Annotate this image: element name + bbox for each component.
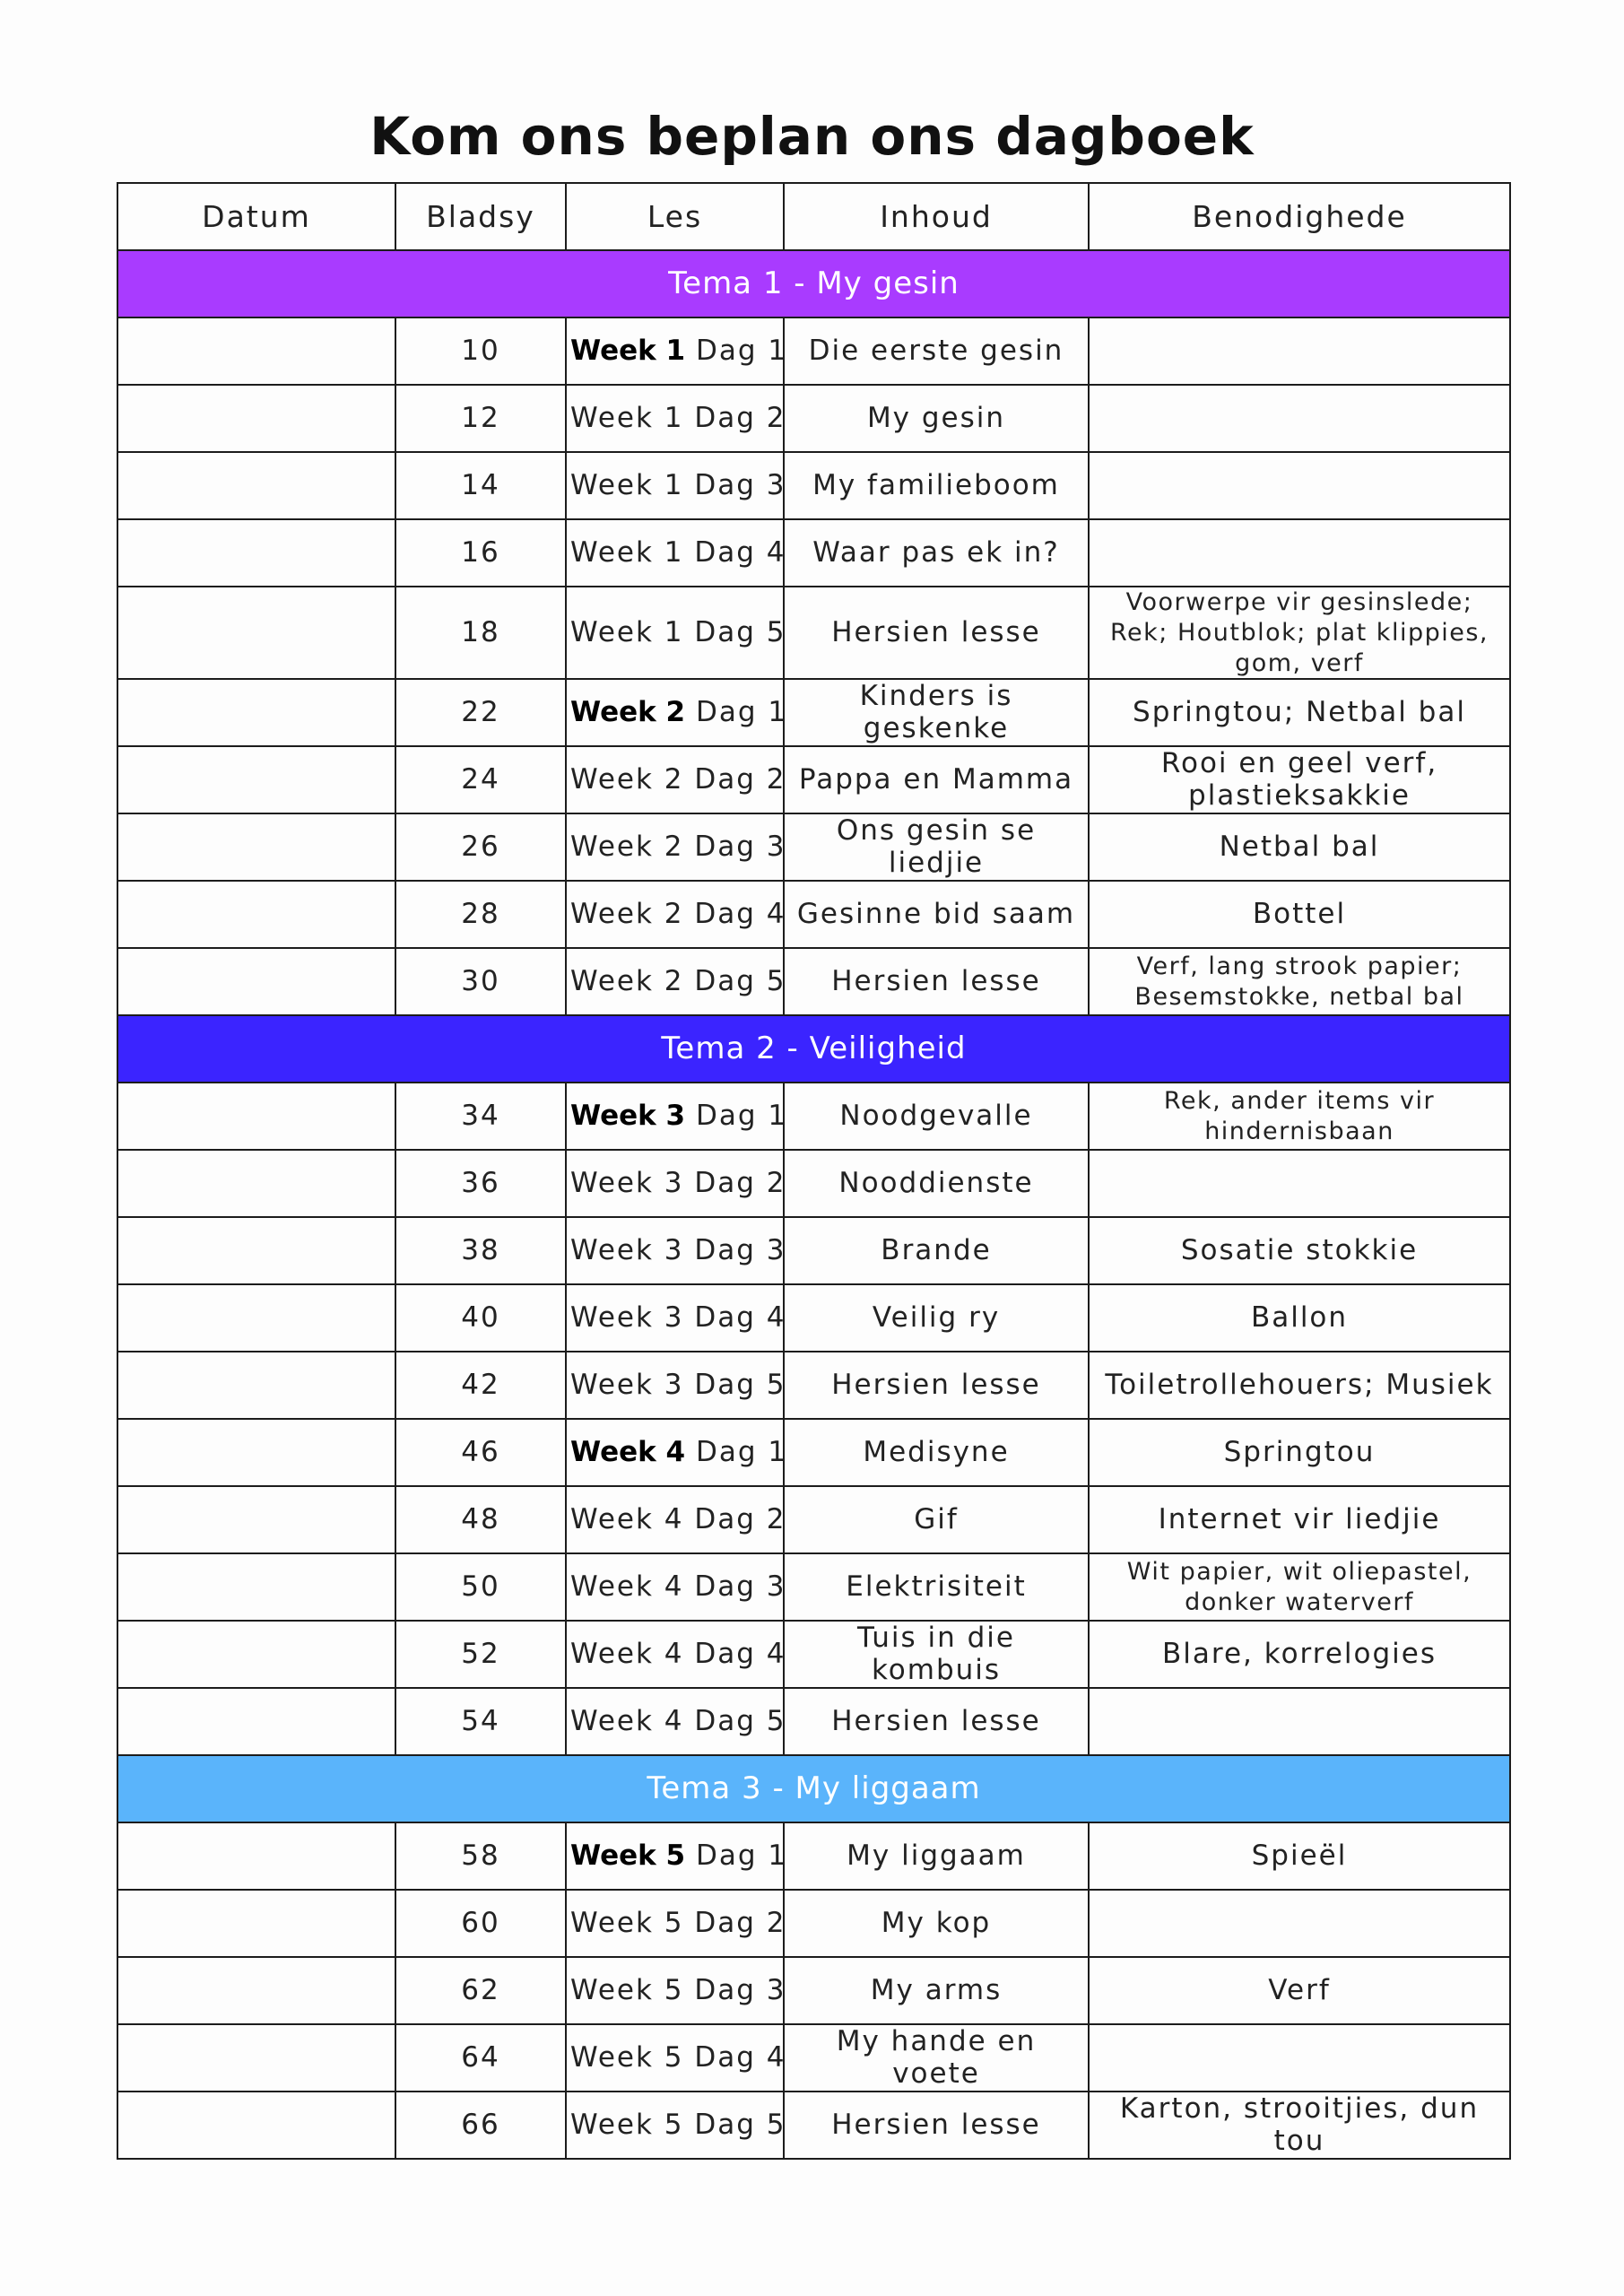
inhoud-cell: My arms (784, 1957, 1089, 2024)
datum-cell[interactable] (117, 385, 395, 452)
benodighede-cell: Rooi en geel verf, plastieksakkie (1089, 746, 1510, 813)
inhoud-cell: Veilig ry (784, 1284, 1089, 1352)
benodighede-cell: Voorwerpe vir gesinslede; Rek; Houtblok; plat klippies, gom, verf (1089, 587, 1510, 679)
day-label: Dag 5 (694, 964, 786, 997)
benodighede-cell: Sosatie stokkie (1089, 1217, 1510, 1284)
benodighede-cell: Ballon (1089, 1284, 1510, 1352)
inhoud-cell: My gesin (784, 385, 1089, 452)
day-label: Dag 5 (694, 2108, 786, 2141)
les-cell (566, 1150, 784, 1217)
table-row (117, 1553, 1510, 1621)
les-cell (566, 1553, 784, 1621)
datum-cell[interactable] (117, 2092, 395, 2159)
bladsy-cell: 58 (395, 1822, 566, 1890)
benodighede-cell (1089, 1890, 1510, 1957)
benodighede-cell: Internet vir liedjie (1089, 1486, 1510, 1553)
day-label: Dag 2 (694, 1906, 786, 1939)
table-row (117, 1083, 1510, 1150)
benodighede-cell: Bottel (1089, 881, 1510, 948)
table-row (117, 881, 1510, 948)
les-cell (566, 746, 784, 813)
bladsy-cell: 34 (395, 1083, 566, 1150)
datum-cell[interactable] (117, 881, 395, 948)
table-row (117, 1957, 1510, 2024)
datum-cell[interactable] (117, 1822, 395, 1890)
bladsy-cell: 52 (395, 1621, 566, 1688)
bladsy-cell: 64 (395, 2024, 566, 2092)
table-row (117, 587, 1510, 679)
benodighede-cell (1089, 1150, 1510, 1217)
table-row (117, 813, 1510, 881)
day-label: Dag 4 (694, 897, 786, 930)
inhoud-cell: My kop (784, 1890, 1089, 1957)
week-label: Week 5 (570, 1973, 684, 2006)
bladsy-cell: 12 (395, 385, 566, 452)
les-cell (566, 1822, 788, 1890)
benodighede-cell (1089, 519, 1510, 587)
les-cell (566, 1688, 784, 1755)
week-label: Week 1 (570, 615, 684, 648)
table-row (117, 1688, 1510, 1755)
day-label: Dag 2 (694, 401, 786, 434)
week-label: Week 4 (570, 1637, 684, 1670)
les-cell (566, 679, 788, 746)
les-cell (566, 1284, 784, 1352)
week-label: Week 4 (570, 1570, 684, 1603)
inhoud-cell: Noodgevalle (784, 1083, 1089, 1150)
bladsy-cell: 36 (395, 1150, 566, 1217)
bladsy-cell: 22 (395, 679, 566, 746)
inhoud-cell: Brande (784, 1217, 1089, 1284)
bladsy-cell: 54 (395, 1688, 566, 1755)
inhoud-cell: Tuis in die kombuis (784, 1621, 1089, 1688)
benodighede-cell: Springtou; Netbal bal (1089, 679, 1510, 746)
bladsy-cell: 10 (395, 317, 566, 385)
les-cell (566, 317, 788, 385)
les-cell (566, 948, 784, 1015)
bladsy-cell: 40 (395, 1284, 566, 1352)
les-cell (566, 1957, 784, 2024)
day-label: Dag 2 (694, 762, 786, 796)
bladsy-cell: 66 (395, 2092, 566, 2159)
bladsy-cell: 62 (395, 1957, 566, 2024)
inhoud-cell: Hersien lesse (784, 587, 1089, 679)
table-row (117, 1621, 1510, 1688)
inhoud-cell: My liggaam (784, 1822, 1089, 1890)
les-cell (566, 1419, 788, 1486)
datum-cell[interactable] (117, 1352, 395, 1419)
benodighede-cell (1089, 2024, 1510, 2092)
les-cell (566, 1083, 788, 1150)
theme-header-row (117, 250, 1510, 317)
benodighede-cell: Wit papier, wit oliepastel, donker waterverf (1089, 1553, 1510, 1621)
les-cell (566, 385, 784, 452)
inhoud-cell: Medisyne (784, 1419, 1089, 1486)
datum-cell[interactable] (117, 2024, 395, 2092)
day-label: Dag 3 (694, 468, 786, 501)
bladsy-cell: 28 (395, 881, 566, 948)
datum-cell[interactable] (117, 1083, 395, 1150)
table-row (117, 452, 1510, 519)
day-label: Dag 5 (694, 1704, 786, 1737)
table-row (117, 2092, 1510, 2159)
inhoud-cell: My familieboom (784, 452, 1089, 519)
benodighede-cell: Spieël (1089, 1822, 1510, 1890)
day-label: Dag 4 (694, 1300, 786, 1334)
datum-cell[interactable] (117, 948, 395, 1015)
inhoud-cell: Ons gesin se liedjie (784, 813, 1089, 881)
day-label: Dag 4 (694, 2040, 786, 2074)
table-row (117, 746, 1510, 813)
day-label: Dag 3 (694, 1570, 786, 1603)
les-cell (566, 813, 784, 881)
bladsy-cell: 48 (395, 1486, 566, 1553)
day-label: Dag 2 (694, 1166, 786, 1199)
les-cell (566, 2024, 784, 2092)
week-label: Week 5 (570, 1906, 684, 1939)
week-label: Week 2 (570, 695, 686, 728)
day-label: Dag 1 (695, 1435, 788, 1468)
week-label: Week 2 (570, 830, 684, 863)
bladsy-cell: 16 (395, 519, 566, 587)
benodighede-cell (1089, 385, 1510, 452)
inhoud-cell: Kinders is geskenke (784, 679, 1089, 746)
bladsy-cell: 38 (395, 1217, 566, 1284)
les-cell (566, 587, 784, 679)
table-row (117, 679, 1510, 746)
datum-cell[interactable] (117, 317, 395, 385)
datum-cell[interactable] (117, 1419, 395, 1486)
datum-cell[interactable] (117, 587, 395, 679)
day-label: Dag 3 (694, 1973, 786, 2006)
datum-cell[interactable] (117, 813, 395, 881)
week-label: Week 5 (570, 2040, 684, 2074)
datum-cell[interactable] (117, 1688, 395, 1755)
datum-cell[interactable] (117, 1284, 395, 1352)
table-row (117, 1890, 1510, 1957)
week-label: Week 2 (570, 762, 684, 796)
week-label: Week 2 (570, 897, 684, 930)
day-label: Dag 1 (695, 1099, 788, 1132)
datum-cell[interactable] (117, 452, 395, 519)
table-body (117, 250, 1510, 2159)
inhoud-cell: Gif (784, 1486, 1089, 1553)
week-label: Week 1 (570, 334, 686, 367)
benodighede-cell: Rek, ander items vir hindernisbaan (1089, 1083, 1510, 1150)
benodighede-cell: Blare, korrelogies (1089, 1621, 1510, 1688)
day-label: Dag 5 (694, 1368, 786, 1401)
inhoud-cell: Hersien lesse (784, 2092, 1089, 2159)
bladsy-cell: 24 (395, 746, 566, 813)
column-header-benodighede: Benodighede (1089, 183, 1510, 250)
les-cell (566, 2092, 784, 2159)
day-label: Dag 1 (695, 1839, 788, 1872)
table-row (117, 317, 1510, 385)
datum-cell[interactable] (117, 1890, 395, 1957)
benodighede-cell: Toiletrollehouers; Musiek (1089, 1352, 1510, 1419)
day-label: Dag 2 (694, 1502, 786, 1535)
benodighede-cell: Netbal bal (1089, 813, 1510, 881)
table-row (117, 1822, 1510, 1890)
week-label: Week 1 (570, 535, 684, 569)
week-label: Week 5 (570, 1839, 686, 1872)
inhoud-cell: Nooddienste (784, 1150, 1089, 1217)
inhoud-cell: Die eerste gesin (784, 317, 1089, 385)
week-label: Week 3 (570, 1166, 684, 1199)
bladsy-cell: 46 (395, 1419, 566, 1486)
table-row (117, 385, 1510, 452)
les-cell (566, 1621, 784, 1688)
table-row (117, 1150, 1510, 1217)
inhoud-cell: Elektrisiteit (784, 1553, 1089, 1621)
theme-title: Tema 1 - My gesin (117, 250, 1510, 317)
table-row (117, 1419, 1510, 1486)
benodighede-cell: Springtou (1089, 1419, 1510, 1486)
day-label: Dag 5 (694, 615, 786, 648)
benodighede-cell (1089, 1688, 1510, 1755)
week-label: Week 3 (570, 1099, 686, 1132)
column-header-inhoud: Inhoud (784, 183, 1089, 250)
table-row (117, 2024, 1510, 2092)
week-label: Week 3 (570, 1233, 684, 1266)
page-title: Kom ons beplan ons dagboek (369, 106, 1255, 167)
day-label: Dag 1 (695, 695, 788, 728)
datum-cell[interactable] (117, 1217, 395, 1284)
table-row (117, 1486, 1510, 1553)
inhoud-cell: Waar pas ek in? (784, 519, 1089, 587)
bladsy-cell: 50 (395, 1553, 566, 1621)
inhoud-cell: Hersien lesse (784, 948, 1089, 1015)
les-cell (566, 881, 784, 948)
inhoud-cell: Pappa en Mamma (784, 746, 1089, 813)
week-label: Week 1 (570, 468, 684, 501)
week-label: Week 1 (570, 401, 684, 434)
les-cell (566, 452, 784, 519)
table-row (117, 1217, 1510, 1284)
bladsy-cell: 14 (395, 452, 566, 519)
datum-cell[interactable] (117, 1553, 395, 1621)
datum-cell[interactable] (117, 1621, 395, 1688)
theme-header-row (117, 1755, 1510, 1822)
week-label: Week 3 (570, 1300, 684, 1334)
benodighede-cell: Karton, strooitjies, dun tou (1089, 2092, 1510, 2159)
bladsy-cell: 26 (395, 813, 566, 881)
week-label: Week 4 (570, 1435, 686, 1468)
week-label: Week 5 (570, 2108, 684, 2141)
planner-table (117, 182, 1511, 2160)
bladsy-cell: 42 (395, 1352, 566, 1419)
datum-cell[interactable] (117, 1150, 395, 1217)
bladsy-cell: 30 (395, 948, 566, 1015)
week-label: Week 2 (570, 964, 684, 997)
datum-cell[interactable] (117, 679, 395, 746)
inhoud-cell: Gesinne bid saam (784, 881, 1089, 948)
day-label: Dag 4 (694, 1637, 786, 1670)
day-label: Dag 3 (694, 1233, 786, 1266)
benodighede-cell (1089, 452, 1510, 519)
inhoud-cell: Hersien lesse (784, 1352, 1089, 1419)
column-header-datum: Datum (117, 183, 395, 250)
theme-title: Tema 3 - My liggaam (117, 1755, 1510, 1822)
datum-cell[interactable] (117, 1957, 395, 2024)
theme-header-row (117, 1015, 1510, 1083)
column-header-bladsy: Bladsy (395, 183, 566, 250)
week-label: Week 3 (570, 1368, 684, 1401)
benodighede-cell (1089, 317, 1510, 385)
bladsy-cell: 18 (395, 587, 566, 679)
les-cell (566, 1217, 784, 1284)
day-label: Dag 3 (694, 830, 786, 863)
table-row (117, 1284, 1510, 1352)
week-label: Week 4 (570, 1704, 684, 1737)
table-row (117, 948, 1510, 1015)
day-label: Dag 1 (695, 334, 788, 367)
datum-cell[interactable] (117, 1486, 395, 1553)
inhoud-cell: My hande en voete (784, 2024, 1089, 2092)
bladsy-cell: 60 (395, 1890, 566, 1957)
datum-cell[interactable] (117, 746, 395, 813)
theme-title: Tema 2 - Veiligheid (117, 1015, 1510, 1083)
header-row (117, 183, 1510, 250)
les-cell (566, 1890, 784, 1957)
inhoud-cell: Hersien lesse (784, 1688, 1089, 1755)
day-label: Dag 4 (694, 535, 786, 569)
benodighede-cell: Verf (1089, 1957, 1510, 2024)
week-label: Week 4 (570, 1502, 684, 1535)
les-cell (566, 1352, 784, 1419)
datum-cell[interactable] (117, 519, 395, 587)
table-row (117, 1352, 1510, 1419)
table-row (117, 519, 1510, 587)
column-header-les: Les (566, 183, 784, 250)
les-cell (566, 1486, 784, 1553)
benodighede-cell: Verf, lang strook papier; Besemstokke, netbal bal (1089, 948, 1510, 1015)
les-cell (566, 519, 784, 587)
